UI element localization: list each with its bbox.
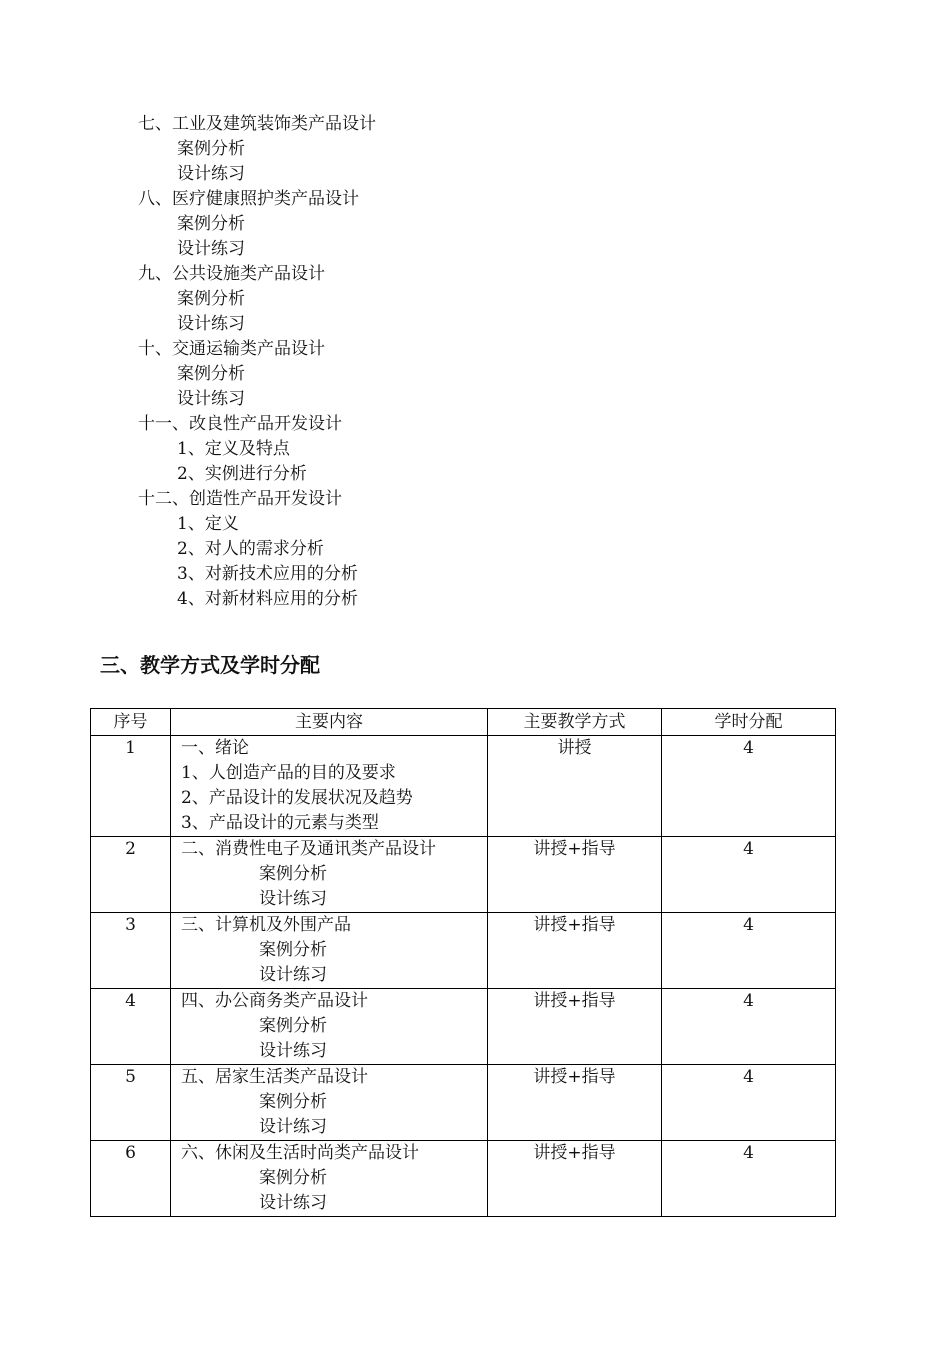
table-row: [91, 913, 836, 989]
row-line: 设计练习: [259, 1041, 327, 1061]
row-hours: 4: [743, 991, 754, 1011]
outline-chapter-title: 七、工业及建筑装饰类产品设计: [138, 114, 376, 134]
row-method: 讲授+指导: [533, 915, 616, 935]
row-line: 3、产品设计的元素与类型: [181, 813, 379, 833]
row-number: 4: [125, 991, 136, 1011]
row-number: 1: [125, 738, 136, 758]
outline-item: 4、对新材料应用的分析: [177, 589, 358, 609]
table-header-row: [91, 709, 836, 736]
outline-item: 案例分析: [177, 214, 245, 234]
outline-item: 设计练习: [177, 164, 245, 184]
outline-chapter-title: 九、公共设施类产品设计: [138, 264, 325, 284]
row-line: 设计练习: [259, 965, 327, 985]
row-line: 案例分析: [259, 940, 327, 960]
teaching-schedule-table: [90, 708, 836, 1217]
row-line: 设计练习: [259, 1193, 327, 1213]
row-number: 5: [125, 1067, 136, 1087]
outline-item: 案例分析: [177, 364, 245, 384]
row-method: 讲授+指导: [533, 1067, 616, 1087]
row-line: 1、人创造产品的目的及要求: [181, 763, 396, 783]
outline-item: 案例分析: [177, 289, 245, 309]
row-title: 一、绪论: [181, 738, 249, 758]
outline-item: 设计练习: [177, 239, 245, 259]
row-number: 3: [125, 915, 136, 935]
row-title: 五、居家生活类产品设计: [181, 1067, 368, 1087]
outline-item: 案例分析: [177, 139, 245, 159]
outline-item: 2、实例进行分析: [177, 464, 307, 484]
row-hours: 4: [743, 738, 754, 758]
row-line: 案例分析: [259, 864, 327, 884]
row-title: 二、消费性电子及通讯类产品设计: [181, 839, 436, 859]
outline-chapter-title: 十二、创造性产品开发设计: [138, 489, 342, 509]
row-line: 设计练习: [259, 889, 327, 909]
table-row: [91, 989, 836, 1065]
outline-chapter-title: 十一、改良性产品开发设计: [138, 414, 342, 434]
header-number: 序号: [91, 709, 171, 736]
row-method: 讲授+指导: [533, 991, 616, 1011]
row-method: 讲授+指导: [533, 1143, 616, 1163]
row-title: 四、办公商务类产品设计: [181, 991, 368, 1011]
outline-item: 设计练习: [177, 389, 245, 409]
section-heading: 三、教学方式及学时分配: [100, 653, 320, 677]
table-row: [91, 736, 836, 837]
row-line: 案例分析: [259, 1168, 327, 1188]
row-number: 2: [125, 839, 136, 859]
row-number: 6: [125, 1143, 136, 1163]
header-hours: 学时分配: [662, 709, 836, 736]
header-method: 主要教学方式: [488, 709, 662, 736]
course-outline: [138, 112, 838, 612]
row-title: 三、计算机及外围产品: [181, 915, 351, 935]
row-line: 设计练习: [259, 1117, 327, 1137]
row-line: 案例分析: [259, 1016, 327, 1036]
row-hours: 4: [743, 1143, 754, 1163]
outline-item: 设计练习: [177, 314, 245, 334]
outline-item: 1、定义及特点: [177, 439, 290, 459]
outline-item: 3、对新技术应用的分析: [177, 564, 358, 584]
table-row: [91, 837, 836, 913]
outline-chapter-title: 八、医疗健康照护类产品设计: [138, 189, 359, 209]
outline-item: 1、定义: [177, 514, 239, 534]
row-method: 讲授+指导: [533, 839, 616, 859]
outline-item: 2、对人的需求分析: [177, 539, 324, 559]
row-title: 六、休闲及生活时尚类产品设计: [181, 1143, 419, 1163]
row-method: 讲授: [557, 738, 592, 758]
row-line: 案例分析: [259, 1092, 327, 1112]
row-hours: 4: [743, 915, 754, 935]
outline-chapter-title: 十、交通运输类产品设计: [138, 339, 325, 359]
header-content: 主要内容: [171, 709, 488, 736]
row-hours: 4: [743, 1067, 754, 1087]
table-row: [91, 1141, 836, 1217]
row-hours: 4: [743, 839, 754, 859]
table-row: [91, 1065, 836, 1141]
row-line: 2、产品设计的发展状况及趋势: [181, 788, 413, 808]
